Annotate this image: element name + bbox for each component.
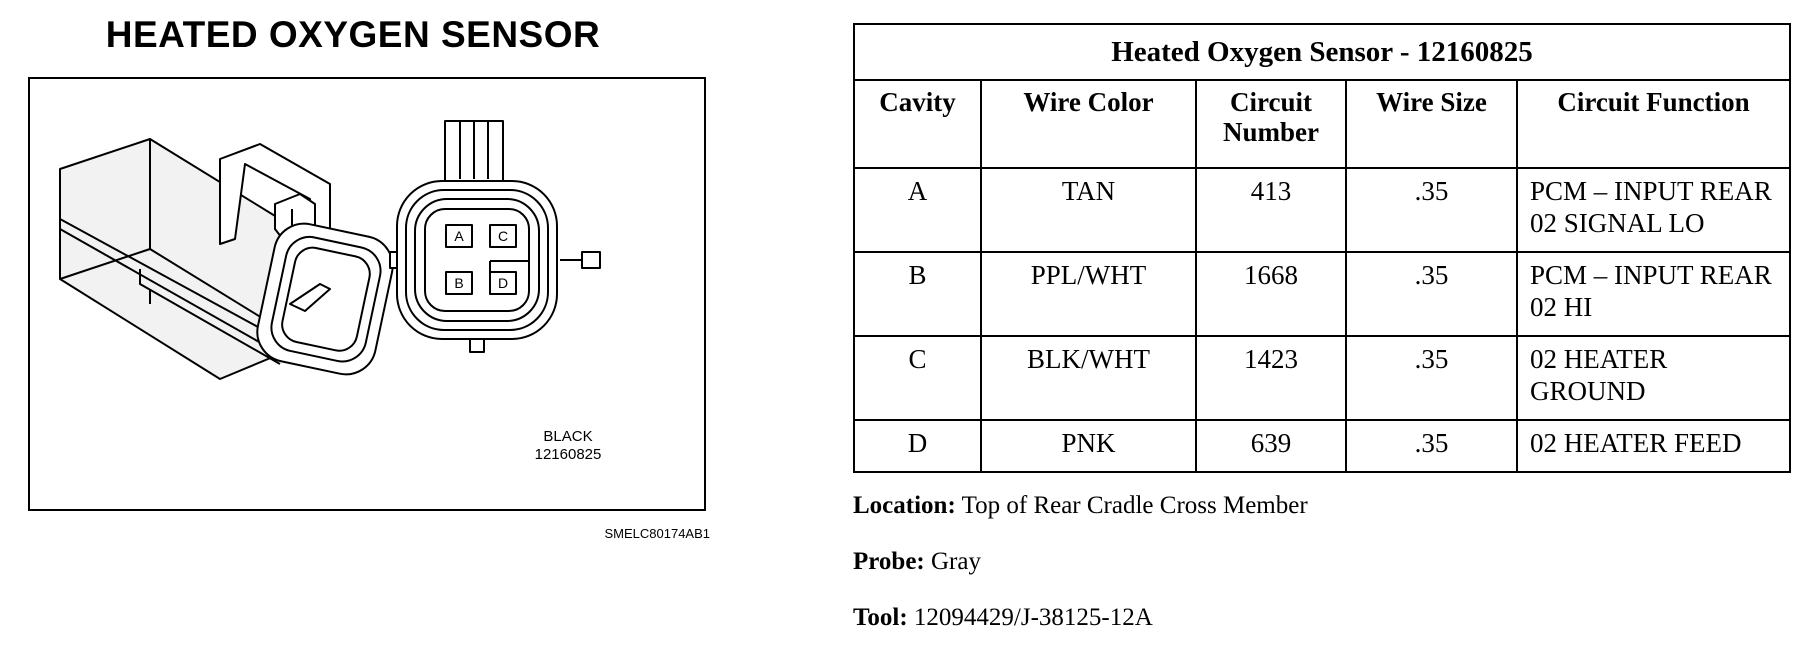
col-header-cavity: Cavity bbox=[854, 80, 981, 168]
location-value: Top of Rear Cradle Cross Member bbox=[961, 492, 1308, 519]
table-header-row bbox=[854, 80, 1790, 168]
probe-label: Probe: bbox=[853, 548, 925, 575]
figure-title: HEATED OXYGEN SENSOR bbox=[105, 14, 601, 55]
pin-label-a: A bbox=[454, 228, 464, 244]
connector-side-view bbox=[60, 139, 398, 380]
table-row bbox=[854, 252, 1790, 336]
cell-circuit-function: 02 HEATER FEED bbox=[1517, 420, 1790, 472]
cell-wire-size: .35 bbox=[1346, 252, 1517, 336]
cell-circuit-number: 1668 bbox=[1196, 252, 1346, 336]
cell-wire-color: TAN bbox=[981, 168, 1196, 252]
cell-wire-color: PNK bbox=[981, 420, 1196, 472]
connector-part-number: 12160825 bbox=[534, 446, 602, 463]
tool-label: Tool: bbox=[853, 604, 908, 631]
location-line bbox=[853, 492, 1308, 520]
cell-cavity: B bbox=[854, 252, 981, 336]
location-label: Location: bbox=[853, 492, 956, 519]
pin-label-d: D bbox=[497, 275, 509, 291]
tool-line bbox=[853, 604, 1153, 632]
table-row bbox=[854, 420, 1790, 472]
cell-cavity: C bbox=[854, 336, 981, 420]
cell-cavity: A bbox=[854, 168, 981, 252]
probe-value: Gray bbox=[931, 548, 981, 575]
cell-cavity: D bbox=[854, 420, 981, 472]
probe-line bbox=[853, 548, 981, 576]
cell-circuit-number: 639 bbox=[1196, 420, 1346, 472]
cell-wire-color: BLK/WHT bbox=[981, 336, 1196, 420]
cell-circuit-function: PCM – INPUT REAR 02 HI bbox=[1517, 252, 1790, 336]
cell-wire-color: PPL/WHT bbox=[981, 252, 1196, 336]
cell-wire-size: .35 bbox=[1346, 420, 1517, 472]
tool-value: 12094429/J-38125-12A bbox=[913, 604, 1153, 631]
connector-front-view bbox=[390, 121, 600, 352]
col-header-circuit-number: Circuit Number bbox=[1196, 80, 1346, 168]
table-title: Heated Oxygen Sensor - 12160825 bbox=[854, 24, 1790, 80]
connector-figure bbox=[28, 77, 706, 511]
pin-label-b: B bbox=[454, 275, 464, 291]
col-header-circuit-function: Circuit Function bbox=[1517, 80, 1790, 168]
cell-wire-size: .35 bbox=[1346, 168, 1517, 252]
pinout-table bbox=[853, 23, 1791, 473]
cell-circuit-function: 02 HEATER GROUND bbox=[1517, 336, 1790, 420]
table-row bbox=[854, 168, 1790, 252]
col-header-wire-color: Wire Color bbox=[981, 80, 1196, 168]
connector-color: BLACK bbox=[543, 428, 593, 445]
pin-label-c: C bbox=[497, 228, 509, 244]
cell-wire-size: .35 bbox=[1346, 336, 1517, 420]
cell-circuit-number: 1423 bbox=[1196, 336, 1346, 420]
figure-id: SMELC80174AB1 bbox=[604, 526, 710, 541]
col-header-wire-size: Wire Size bbox=[1346, 80, 1517, 168]
table-row bbox=[854, 336, 1790, 420]
cell-circuit-function: PCM – INPUT REAR 02 SIGNAL LO bbox=[1517, 168, 1790, 252]
cell-circuit-number: 413 bbox=[1196, 168, 1346, 252]
connector-label bbox=[508, 428, 628, 464]
